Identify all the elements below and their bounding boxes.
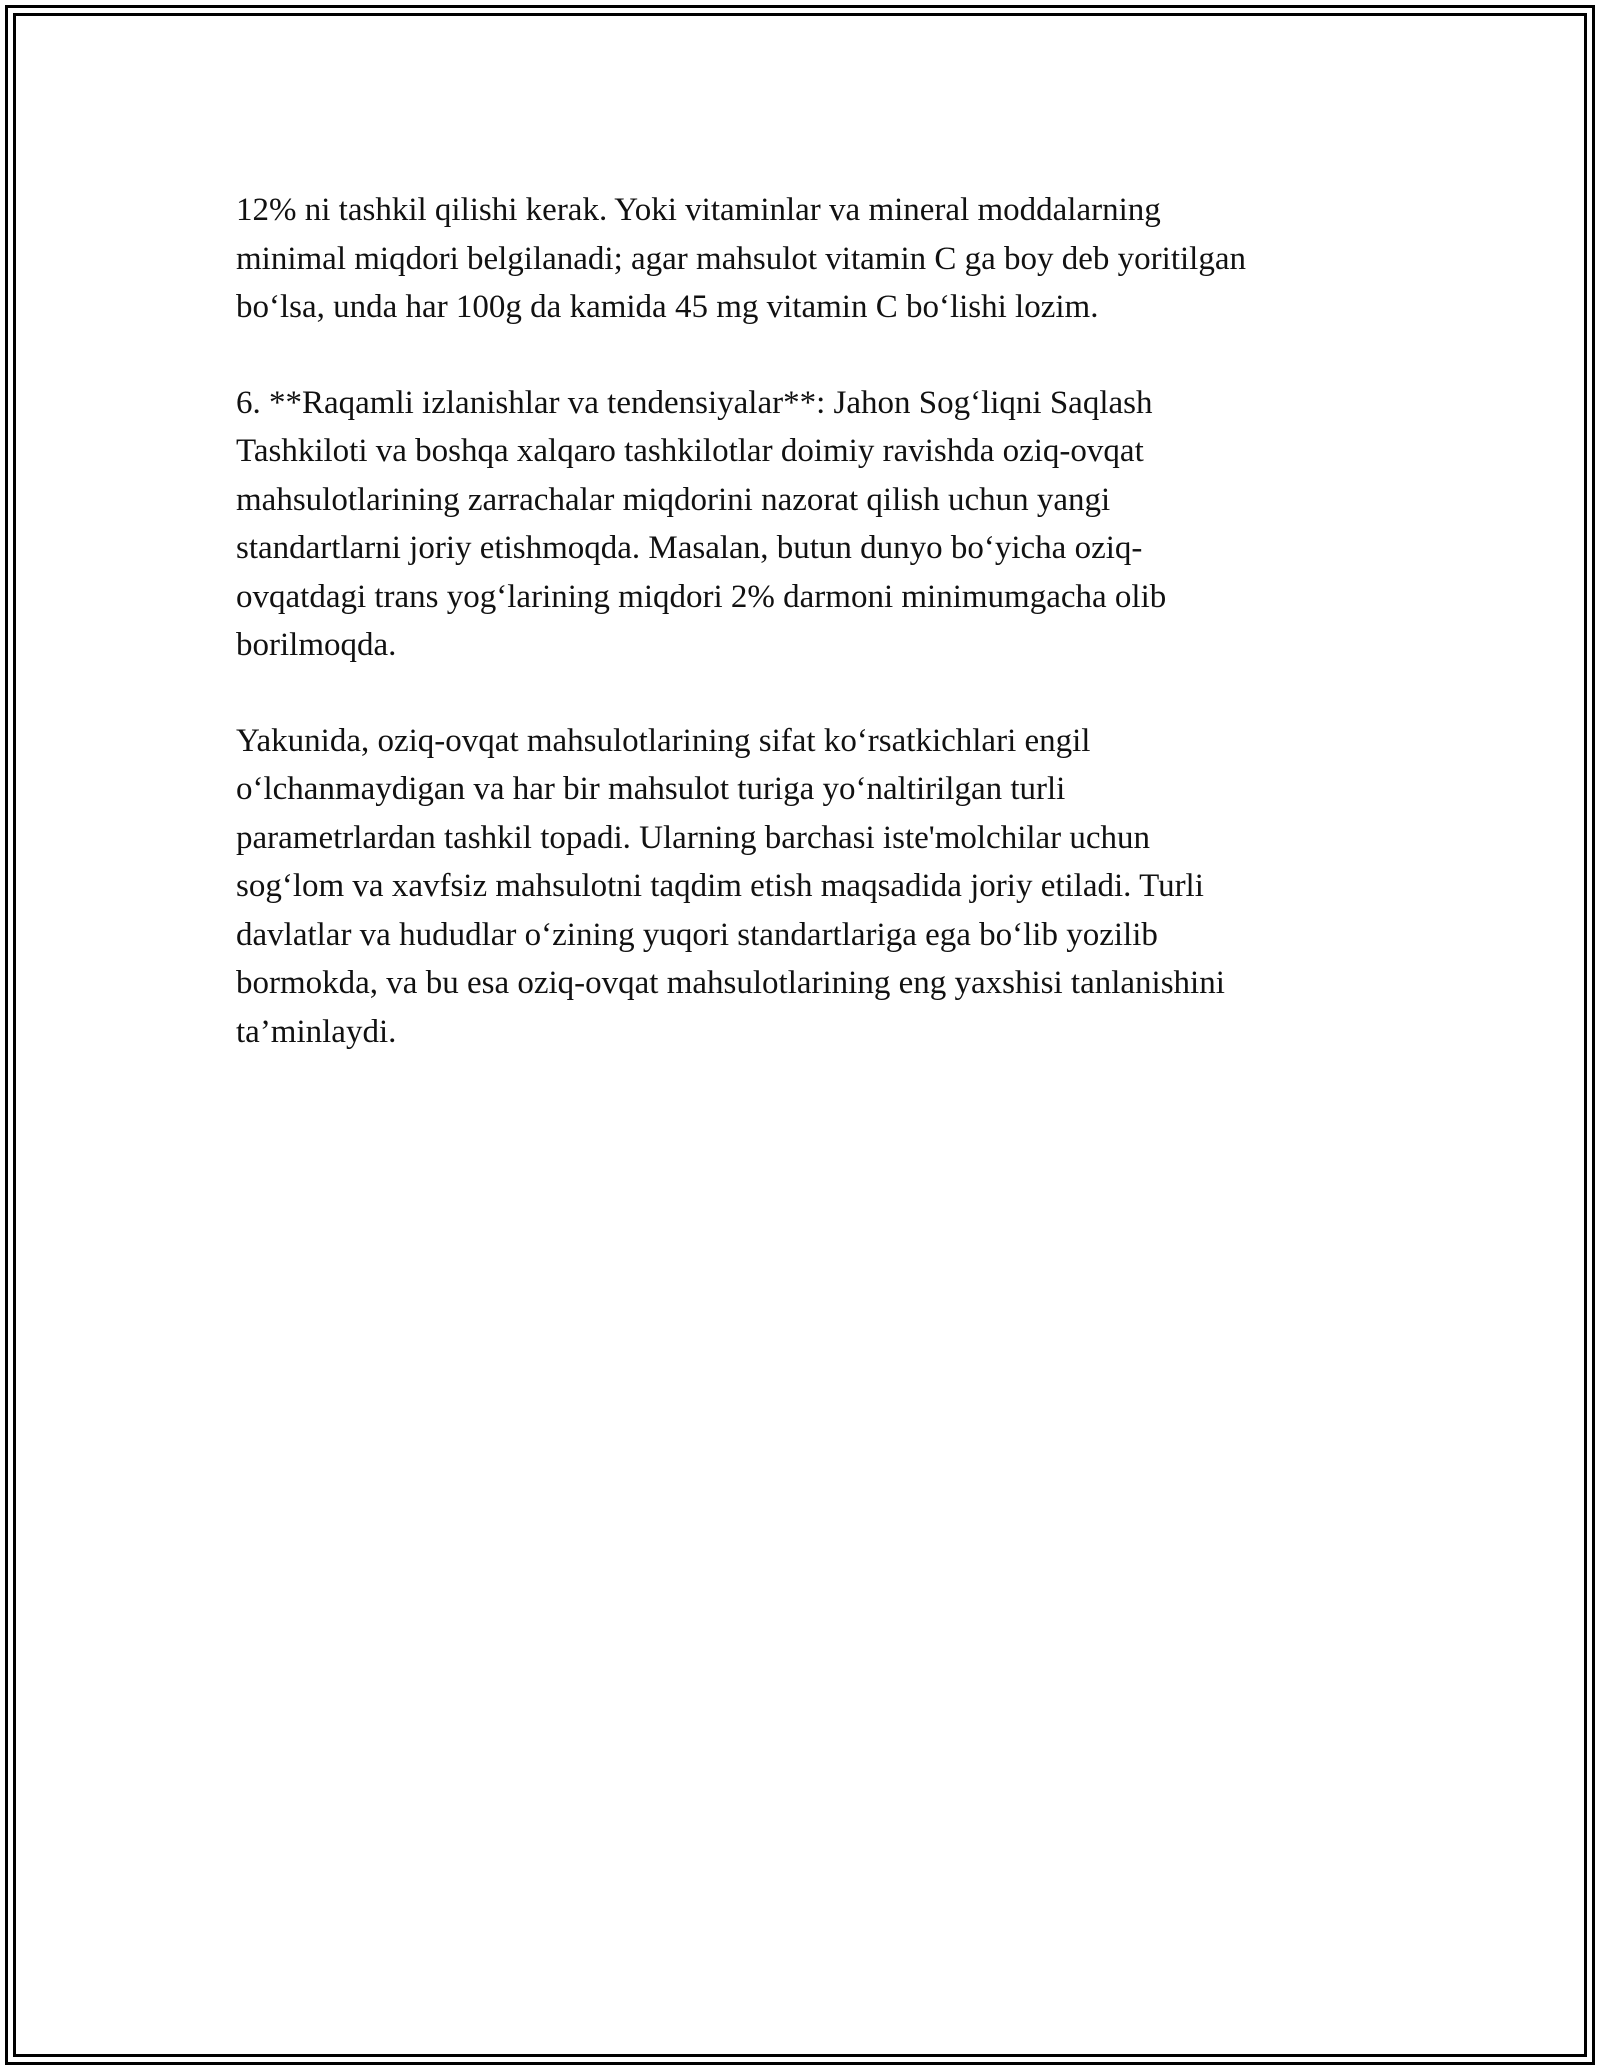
text-line: borilmoqda. bbox=[236, 627, 397, 663]
paragraph-conclusion bbox=[236, 717, 1366, 1057]
text-line: o‘lchanmaydigan va har bir mahsulot turiga yo‘naltirilgan turli bbox=[236, 771, 1066, 807]
document-body bbox=[236, 186, 1366, 1103]
text-line: ovqatdagi trans yog‘larining miqdori 2% darmoni minimumgacha olib bbox=[236, 578, 1167, 615]
paragraph-vitamin-requirements bbox=[236, 186, 1366, 332]
text-line: Tashkiloti va boshqa xalqaro tashkilotlar doimiy ravishda oziq-ovqat bbox=[236, 433, 1144, 469]
text-line: parametrlardan tashkil topadi. Ularning barchasi iste'molchilar uchun bbox=[236, 819, 1151, 856]
text-line: ta’minlaydi. bbox=[236, 1013, 397, 1050]
text-line: 6. **Raqamli izlanishlar va tendensiyalar**: Jahon Sog‘liqni Saqlash bbox=[236, 384, 1153, 421]
paragraph-digital-research-trends bbox=[236, 379, 1366, 670]
text-line: standartlarni joriy etishmoqda. Masalan, butun dunyo bo‘yicha oziq- bbox=[236, 530, 1143, 566]
text-line: minimal miqdori belgilanadi; agar mahsulot vitamin C ga boy deb yoritilgan bbox=[236, 240, 1246, 277]
text-line: mahsulotlarining zarrachalar miqdorini nazorat qilish uchun yangi bbox=[236, 481, 1111, 518]
text-line: davlatlar va hududlar o‘zining yuqori standartlariga ega bo‘lib yozilib bbox=[236, 916, 1158, 953]
text-line: bormokda, va bu esa oziq-ovqat mahsulotlarining eng yaxshisi tanlanishini bbox=[236, 965, 1225, 1001]
text-line: bo‘lsa, unda har 100g da kamida 45 mg vitamin C bo‘lishi lozim. bbox=[236, 289, 1099, 325]
text-line: Yakunida, oziq-ovqat mahsulotlarining sifat ko‘rsatkichlari engil bbox=[236, 722, 1091, 759]
text-line: sog‘lom va xavfsiz mahsulotni taqdim etish maqsadida joriy etiladi. Turli bbox=[236, 868, 1204, 904]
text-line: 12% ni tashkil qilishi kerak. Yoki vitaminlar va mineral moddalarning bbox=[236, 192, 1161, 228]
